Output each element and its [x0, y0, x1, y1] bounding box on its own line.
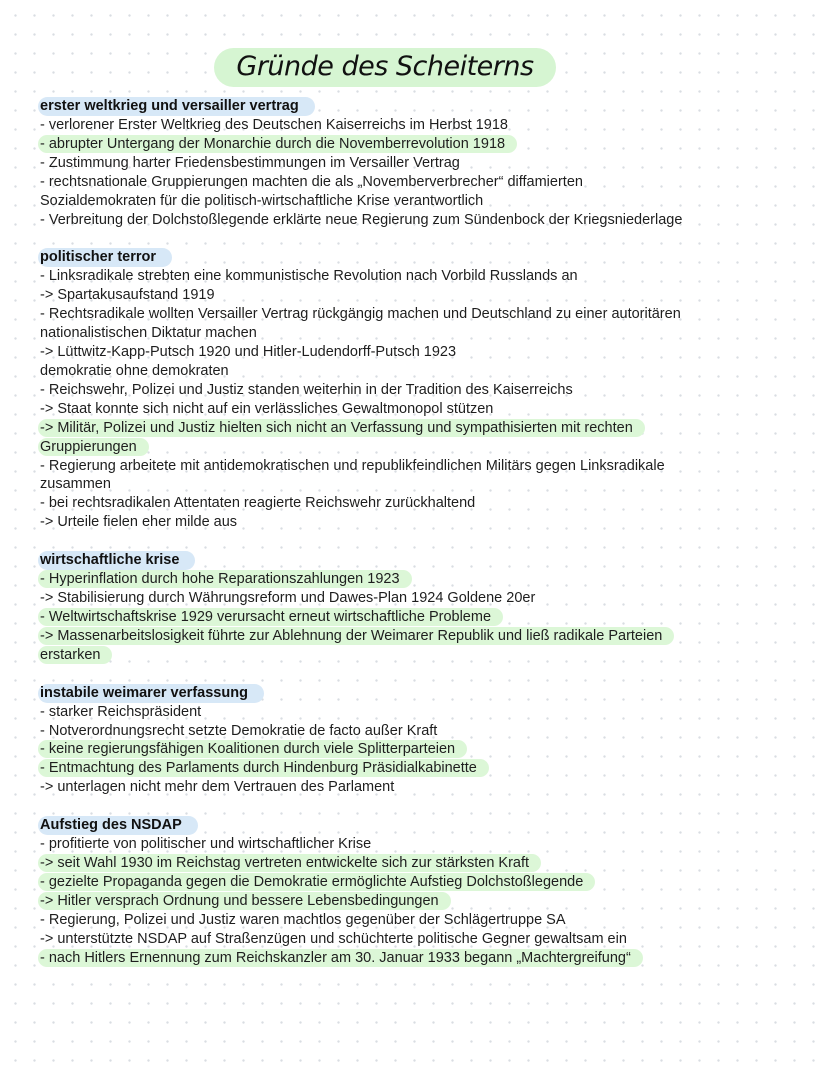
line-text: nationalistischen Diktatur machen — [40, 325, 257, 342]
note-line — [40, 305, 800, 324]
note-line — [40, 513, 800, 532]
line-text: - Rechtsradikale wollten Versailler Vertrag rückgängig machen und Deutschland zu einer autoritären — [40, 306, 681, 323]
note-line — [40, 192, 800, 211]
line-text: - verlorener Erster Weltkrieg des Deutschen Kaiserreichs im Herbst 1918 — [40, 117, 508, 133]
note-line — [40, 135, 800, 154]
highlighted-text: Gruppierungen — [38, 438, 149, 456]
highlighted-text: -> Hitler versprach Ordnung und bessere Lebensbedingungen — [38, 892, 451, 910]
line-text: - Linksradikale strebten eine kommunistische Revolution nach Vorbild Russlands an — [40, 268, 578, 285]
highlighted-text: erstarken — [38, 646, 112, 664]
note-line — [40, 267, 800, 286]
note-line — [40, 892, 800, 911]
note-line — [40, 457, 800, 476]
section-3 — [40, 551, 800, 665]
note-line — [40, 381, 800, 400]
highlighted-text: -> Massenarbeitslosigkeit führte zur Ablehnung der Weimarer Republik und ließ radikale Parteien — [38, 627, 674, 645]
section-heading: erster weltkrieg und versailler vertrag — [38, 97, 315, 116]
note-line — [40, 494, 800, 513]
note-line — [40, 286, 800, 305]
note-line — [40, 759, 800, 778]
highlighted-text: - nach Hitlers Ernennung zum Reichskanzler am 30. Januar 1933 begann „Machtergreifung“ — [38, 949, 643, 967]
note-line — [40, 438, 800, 457]
section-1 — [40, 97, 800, 229]
line-text: -> Spartakusaufstand 1919 — [40, 287, 215, 304]
note-line — [40, 343, 800, 362]
section-5 — [40, 816, 800, 967]
note-line — [40, 854, 800, 873]
line-text: - Notverordnungsrecht setzte Demokratie de facto außer Kraft — [40, 722, 438, 739]
note-line — [40, 589, 800, 608]
highlighted-text: - Weltwirtschaftskrise 1929 verursacht erneut wirtschaftliche Probleme — [38, 608, 503, 626]
note-line — [40, 722, 800, 741]
highlighted-text: - Entmachtung des Parlaments durch Hindenburg Präsidialkabinette — [38, 759, 489, 777]
note-line — [40, 116, 800, 135]
line-text: -> unterlagen nicht mehr dem Vertrauen des Parlament — [40, 779, 395, 796]
note-line — [40, 419, 800, 438]
line-text: - profitierte von politischer und wirtschaftlicher Krise — [40, 836, 372, 853]
line-text: Sozialdemokraten für die politisch-wirtschaftliche Krise verantwortlich — [40, 192, 484, 209]
section-heading: Aufstieg des NSDAP — [38, 816, 198, 835]
note-line — [40, 362, 800, 381]
section-4 — [40, 684, 800, 798]
line-text: - Zustimmung harter Friedensbestimmungen im Versailler Vertrag — [40, 154, 460, 171]
line-text: -> Urteile fielen eher milde aus — [40, 514, 238, 531]
highlighted-text: -> Militär, Polizei und Justiz hielten sich nicht an Verfassung und sympathisierten mit rechten — [38, 419, 645, 437]
note-line — [40, 324, 800, 343]
line-text: - rechtsnationale Gruppierungen machten die als „Novemberverbrecher“ diffamierten — [40, 173, 583, 190]
highlighted-text: -> seit Wahl 1930 im Reichstag vertreten entwickelte sich zur stärksten Kraft — [38, 854, 541, 872]
note-line — [40, 930, 800, 949]
note-line — [40, 646, 800, 665]
note-line — [40, 570, 800, 589]
note-line — [40, 873, 800, 892]
line-text: -> unterstützte NSDAP auf Straßenzügen und schüchterte politische Gegner gewaltsam ein — [40, 930, 627, 947]
note-line — [40, 173, 800, 192]
line-text: - Regierung, Polizei und Justiz waren machtlos gegenüber der Schlägertruppe SA — [40, 911, 566, 928]
line-text: -> Staat konnte sich nicht auf ein verlässliches Gewaltmonopol stützen — [40, 400, 494, 417]
note-line — [40, 627, 800, 646]
line-text: -> Lüttwitz-Kapp-Putsch 1920 und Hitler-Ludendorff-Putsch 1923 — [40, 344, 457, 361]
note-line — [40, 778, 800, 797]
section-heading: wirtschaftliche krise — [38, 551, 195, 570]
line-text: - Regierung arbeitete mit antidemokratischen und republikfeindlichen Militärs gegen Linksradikale — [40, 457, 665, 474]
section-heading: politischer terror — [38, 248, 172, 267]
line-text: - starker Reichspräsident — [40, 703, 202, 720]
notes-content — [40, 97, 800, 987]
note-line — [40, 949, 800, 968]
section-2 — [40, 248, 800, 532]
note-line — [40, 703, 800, 722]
line-text: - Reichswehr, Polizei und Justiz standen weiterhin in der Tradition des Kaiserreichs — [40, 381, 573, 398]
line-text: zusammen — [40, 476, 111, 493]
highlighted-text: - abrupter Untergang der Monarchie durch die Novemberrevolution 1918 — [38, 135, 517, 153]
line-text: -> Stabilisierung durch Währungsreform und Dawes-Plan 1924 Goldene 20er — [40, 590, 536, 607]
line-text: demokratie ohne demokraten — [40, 362, 229, 379]
highlighted-text: - Hyperinflation durch hohe Reparationszahlungen 1923 — [38, 570, 412, 588]
note-line — [40, 400, 800, 419]
note-line — [40, 475, 800, 494]
note-line — [40, 154, 800, 173]
highlighted-text: - gezielte Propaganda gegen die Demokratie ermöglichte Aufstieg Dolchstoßlegende — [38, 873, 595, 891]
title-wrap — [0, 48, 770, 87]
section-heading: instabile weimarer verfassung — [38, 684, 264, 703]
note-line — [40, 835, 800, 854]
page-title: Gründe des Scheiterns — [214, 48, 555, 87]
note-line — [40, 211, 800, 230]
note-line — [40, 911, 800, 930]
highlighted-text: - keine regierungsfähigen Koalitionen durch viele Splitterparteien — [38, 740, 467, 758]
line-text: - Verbreitung der Dolchstoßlegende erklärte neue Regierung zum Sündenbock der Kriegsniederlage — [40, 211, 683, 228]
note-line — [40, 608, 800, 627]
line-text: - bei rechtsradikalen Attentaten reagierte Reichswehr zurückhaltend — [40, 495, 476, 512]
note-line — [40, 740, 800, 759]
